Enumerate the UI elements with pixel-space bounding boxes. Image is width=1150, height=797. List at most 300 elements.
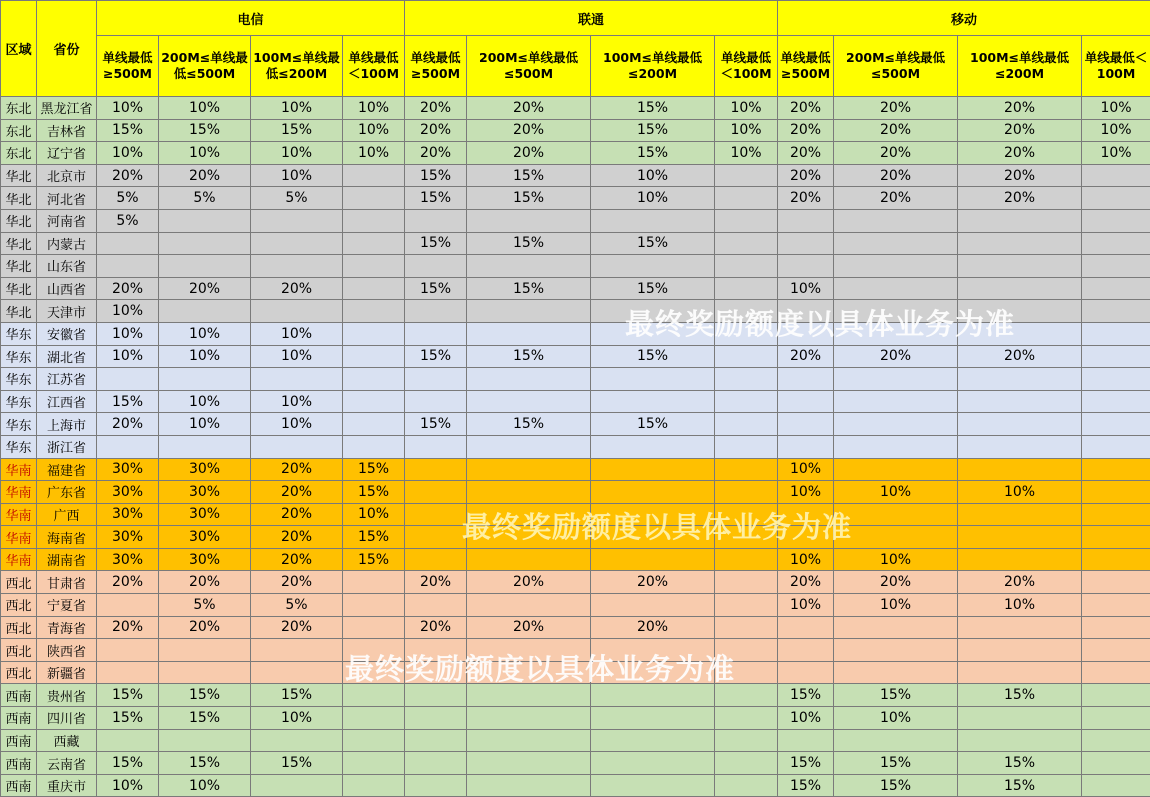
cell-province: 北京市 <box>37 164 97 187</box>
cell-rate: 10% <box>778 277 834 300</box>
cell-rate: 10% <box>251 390 343 413</box>
cell-rate <box>159 232 251 255</box>
cell-region: 华北 <box>1 232 37 255</box>
cell-rate <box>467 209 591 232</box>
cell-rate: 10% <box>159 97 251 120</box>
table-row <box>1 481 1150 504</box>
cell-rate <box>591 481 715 504</box>
cell-region: 华北 <box>1 255 37 278</box>
cell-rate: 10% <box>97 345 159 368</box>
cell-rate <box>467 322 591 345</box>
cell-region: 西南 <box>1 729 37 752</box>
cell-rate: 10% <box>97 322 159 345</box>
header-carrier-mobile: 移动 <box>778 1 1150 36</box>
cell-rate: 20% <box>467 119 591 142</box>
cell-region: 西南 <box>1 752 37 775</box>
cell-rate <box>251 209 343 232</box>
cell-rate: 30% <box>159 458 251 481</box>
cell-rate <box>715 503 778 526</box>
header-tier: 单线最低＜100M <box>715 36 778 97</box>
cell-rate <box>715 345 778 368</box>
cell-rate: 20% <box>778 187 834 210</box>
cell-rate <box>958 277 1082 300</box>
cell-rate <box>958 300 1082 323</box>
cell-rate <box>958 616 1082 639</box>
cell-rate <box>834 639 958 662</box>
cell-rate <box>591 526 715 549</box>
cell-rate: 20% <box>97 571 159 594</box>
header-tier: 200M≤单线最低≤500M <box>834 36 958 97</box>
table-row <box>1 390 1150 413</box>
cell-rate <box>834 232 958 255</box>
cell-rate: 15% <box>591 142 715 165</box>
cell-province: 福建省 <box>37 458 97 481</box>
header-row-carriers <box>1 1 1150 36</box>
cell-rate <box>834 435 958 458</box>
cell-rate <box>591 368 715 391</box>
cell-rate <box>715 368 778 391</box>
cell-rate <box>97 255 159 278</box>
cell-rate <box>591 707 715 730</box>
cell-rate <box>251 368 343 391</box>
cell-rate: 15% <box>97 707 159 730</box>
table-row <box>1 752 1150 775</box>
cell-rate <box>467 503 591 526</box>
cell-rate: 20% <box>467 142 591 165</box>
cell-rate: 20% <box>958 571 1082 594</box>
cell-rate <box>715 752 778 775</box>
cell-rate <box>159 300 251 323</box>
cell-rate: 15% <box>467 413 591 436</box>
table-row <box>1 435 1150 458</box>
cell-rate <box>715 300 778 323</box>
cell-rate <box>467 548 591 571</box>
cell-rate: 20% <box>778 571 834 594</box>
cell-rate <box>958 458 1082 481</box>
cell-rate <box>778 255 834 278</box>
cell-rate <box>97 594 159 617</box>
cell-rate <box>343 322 405 345</box>
cell-rate <box>343 729 405 752</box>
cell-rate <box>251 232 343 255</box>
cell-rate <box>251 300 343 323</box>
table-row <box>1 594 1150 617</box>
header-carrier-unicom: 联通 <box>405 1 778 36</box>
cell-rate: 15% <box>834 684 958 707</box>
cell-rate: 20% <box>97 413 159 436</box>
cell-rate <box>958 255 1082 278</box>
cell-rate <box>834 368 958 391</box>
cell-rate <box>958 413 1082 436</box>
cell-rate: 10% <box>778 707 834 730</box>
cell-rate: 5% <box>97 209 159 232</box>
cell-rate <box>778 300 834 323</box>
cell-region: 华东 <box>1 368 37 391</box>
cell-rate: 20% <box>834 187 958 210</box>
cell-rate: 20% <box>159 616 251 639</box>
cell-rate <box>958 368 1082 391</box>
cell-rate: 15% <box>159 752 251 775</box>
cell-rate <box>1082 684 1150 707</box>
cell-rate: 20% <box>251 548 343 571</box>
cell-rate: 10% <box>715 119 778 142</box>
table-body <box>1 97 1150 797</box>
cell-rate: 20% <box>591 571 715 594</box>
cell-rate <box>405 729 467 752</box>
cell-rate: 15% <box>591 232 715 255</box>
cell-region: 华东 <box>1 435 37 458</box>
cell-rate <box>343 164 405 187</box>
cell-rate <box>251 255 343 278</box>
cell-rate <box>834 209 958 232</box>
cell-rate: 15% <box>591 413 715 436</box>
cell-rate <box>591 435 715 458</box>
cell-rate <box>1082 277 1150 300</box>
cell-rate: 15% <box>343 458 405 481</box>
cell-rate <box>405 458 467 481</box>
cell-rate: 10% <box>343 503 405 526</box>
cell-rate <box>467 594 591 617</box>
cell-rate <box>97 232 159 255</box>
cell-rate <box>405 752 467 775</box>
cell-rate: 15% <box>591 97 715 120</box>
cell-rate <box>405 255 467 278</box>
cell-rate <box>715 661 778 684</box>
cell-rate: 20% <box>405 119 467 142</box>
cell-rate: 15% <box>467 164 591 187</box>
cell-rate: 30% <box>159 481 251 504</box>
cell-rate <box>1082 368 1150 391</box>
cell-rate <box>1082 548 1150 571</box>
cell-rate: 15% <box>467 232 591 255</box>
table-row <box>1 774 1150 797</box>
cell-region: 东北 <box>1 142 37 165</box>
cell-rate: 15% <box>343 481 405 504</box>
cell-rate <box>159 435 251 458</box>
cell-region: 华北 <box>1 277 37 300</box>
table-row <box>1 729 1150 752</box>
cell-rate: 10% <box>715 142 778 165</box>
cell-rate <box>343 616 405 639</box>
cell-rate <box>1082 390 1150 413</box>
cell-rate <box>958 707 1082 730</box>
cell-rate: 20% <box>251 503 343 526</box>
cell-rate: 15% <box>778 752 834 775</box>
cell-rate: 20% <box>159 277 251 300</box>
cell-province: 辽宁省 <box>37 142 97 165</box>
cell-rate: 15% <box>159 684 251 707</box>
cell-rate: 10% <box>159 774 251 797</box>
table-row <box>1 503 1150 526</box>
cell-rate: 15% <box>834 752 958 775</box>
cell-rate: 10% <box>958 481 1082 504</box>
cell-rate: 10% <box>834 481 958 504</box>
cell-rate <box>715 571 778 594</box>
cell-rate: 30% <box>97 503 159 526</box>
cell-rate: 20% <box>778 345 834 368</box>
cell-rate <box>715 277 778 300</box>
cell-rate <box>715 390 778 413</box>
cell-rate <box>467 435 591 458</box>
cell-rate <box>1082 232 1150 255</box>
cell-rate <box>343 774 405 797</box>
cell-region: 华北 <box>1 164 37 187</box>
cell-province: 湖南省 <box>37 548 97 571</box>
cell-rate: 15% <box>251 684 343 707</box>
table-row <box>1 209 1150 232</box>
cell-rate <box>591 390 715 413</box>
cell-rate: 10% <box>97 142 159 165</box>
cell-rate: 15% <box>958 774 1082 797</box>
cell-rate: 10% <box>251 164 343 187</box>
cell-rate <box>778 503 834 526</box>
cell-rate <box>343 232 405 255</box>
cell-rate: 20% <box>467 616 591 639</box>
cell-rate: 15% <box>97 390 159 413</box>
cell-rate <box>251 661 343 684</box>
cell-rate <box>405 209 467 232</box>
cell-region: 华南 <box>1 526 37 549</box>
cell-rate <box>405 639 467 662</box>
cell-region: 华南 <box>1 503 37 526</box>
cell-rate <box>343 368 405 391</box>
cell-rate: 15% <box>778 684 834 707</box>
cell-rate: 15% <box>251 752 343 775</box>
cell-province: 西藏 <box>37 729 97 752</box>
cell-rate: 10% <box>251 142 343 165</box>
cell-rate: 20% <box>778 142 834 165</box>
cell-province: 天津市 <box>37 300 97 323</box>
cell-rate: 10% <box>834 707 958 730</box>
cell-rate <box>1082 661 1150 684</box>
cell-rate <box>467 752 591 775</box>
cell-rate <box>251 729 343 752</box>
table-row <box>1 526 1150 549</box>
cell-province: 浙江省 <box>37 435 97 458</box>
cell-province: 湖北省 <box>37 345 97 368</box>
header-tier: 100M≤单线最低≤200M <box>591 36 715 97</box>
cell-rate: 10% <box>97 774 159 797</box>
cell-rate: 20% <box>958 164 1082 187</box>
cell-rate <box>715 548 778 571</box>
cell-rate: 15% <box>958 752 1082 775</box>
cell-rate <box>1082 209 1150 232</box>
cell-rate <box>715 413 778 436</box>
cell-rate <box>778 390 834 413</box>
cell-rate <box>343 345 405 368</box>
cell-rate: 20% <box>834 119 958 142</box>
cell-rate: 20% <box>834 97 958 120</box>
cell-rate: 5% <box>97 187 159 210</box>
cell-rate: 10% <box>591 187 715 210</box>
cell-rate <box>958 729 1082 752</box>
cell-rate <box>591 300 715 323</box>
cell-rate: 10% <box>159 142 251 165</box>
cell-rate: 5% <box>159 187 251 210</box>
cell-rate: 15% <box>405 164 467 187</box>
cell-rate <box>343 684 405 707</box>
cell-rate <box>715 729 778 752</box>
cell-rate <box>958 209 1082 232</box>
cell-rate <box>591 729 715 752</box>
cell-rate <box>467 774 591 797</box>
cell-rate <box>405 526 467 549</box>
cell-rate: 15% <box>591 345 715 368</box>
cell-province: 山东省 <box>37 255 97 278</box>
cell-rate <box>958 503 1082 526</box>
cell-rate <box>343 594 405 617</box>
table-row <box>1 571 1150 594</box>
cell-province: 贵州省 <box>37 684 97 707</box>
cell-rate: 20% <box>97 277 159 300</box>
cell-province: 四川省 <box>37 707 97 730</box>
cell-rate: 10% <box>778 548 834 571</box>
header-tier: 200M≤单线最低≤500M <box>467 36 591 97</box>
cell-rate <box>405 435 467 458</box>
cell-region: 西北 <box>1 661 37 684</box>
cell-region: 华南 <box>1 548 37 571</box>
cell-rate <box>467 481 591 504</box>
cell-rate <box>715 435 778 458</box>
cell-rate <box>715 639 778 662</box>
cell-rate <box>97 368 159 391</box>
cell-region: 东北 <box>1 119 37 142</box>
cell-rate: 15% <box>591 119 715 142</box>
cell-rate <box>467 639 591 662</box>
cell-rate: 20% <box>251 458 343 481</box>
cell-rate: 20% <box>97 616 159 639</box>
cell-province: 江西省 <box>37 390 97 413</box>
cell-rate: 10% <box>159 345 251 368</box>
cell-rate: 10% <box>251 413 343 436</box>
cell-rate <box>97 661 159 684</box>
cell-rate <box>591 209 715 232</box>
cell-rate <box>958 232 1082 255</box>
cell-region: 西南 <box>1 774 37 797</box>
cell-rate <box>958 390 1082 413</box>
cell-rate <box>958 548 1082 571</box>
cell-rate: 20% <box>591 616 715 639</box>
cell-rate <box>715 458 778 481</box>
cell-region: 华北 <box>1 300 37 323</box>
cell-rate <box>778 209 834 232</box>
cell-rate <box>343 661 405 684</box>
cell-rate: 20% <box>958 187 1082 210</box>
header-tier: 100M≤单线最低≤200M <box>251 36 343 97</box>
table-row <box>1 548 1150 571</box>
cell-province: 河北省 <box>37 187 97 210</box>
cell-rate <box>343 277 405 300</box>
cell-rate <box>343 300 405 323</box>
cell-rate <box>715 594 778 617</box>
cell-rate: 30% <box>97 526 159 549</box>
cell-rate <box>405 503 467 526</box>
cell-rate: 20% <box>405 142 467 165</box>
cell-rate <box>405 707 467 730</box>
cell-rate <box>159 209 251 232</box>
cell-rate <box>405 322 467 345</box>
header-region: 区域 <box>1 1 37 97</box>
cell-region: 华东 <box>1 322 37 345</box>
cell-rate: 10% <box>1082 97 1150 120</box>
cell-rate <box>405 594 467 617</box>
header-province: 省份 <box>37 1 97 97</box>
cell-rate: 15% <box>251 119 343 142</box>
cell-rate: 20% <box>958 97 1082 120</box>
cell-rate: 30% <box>97 481 159 504</box>
cell-rate <box>159 729 251 752</box>
cell-rate <box>405 481 467 504</box>
cell-rate <box>159 661 251 684</box>
cell-rate: 15% <box>405 277 467 300</box>
table-row <box>1 684 1150 707</box>
cell-rate <box>343 413 405 436</box>
table-row <box>1 164 1150 187</box>
cell-rate <box>834 322 958 345</box>
cell-province: 广西 <box>37 503 97 526</box>
cell-rate <box>467 458 591 481</box>
cell-province: 青海省 <box>37 616 97 639</box>
cell-rate <box>958 661 1082 684</box>
cell-rate: 20% <box>834 571 958 594</box>
cell-rate <box>834 616 958 639</box>
cell-rate <box>251 639 343 662</box>
cell-rate: 15% <box>405 232 467 255</box>
cell-rate <box>834 390 958 413</box>
cell-rate: 5% <box>159 594 251 617</box>
cell-rate <box>591 322 715 345</box>
table-row <box>1 142 1150 165</box>
cell-rate <box>1082 571 1150 594</box>
cell-rate <box>591 752 715 775</box>
cell-rate: 30% <box>97 458 159 481</box>
cell-rate <box>343 571 405 594</box>
cell-rate <box>834 300 958 323</box>
cell-rate <box>159 639 251 662</box>
cell-rate <box>1082 526 1150 549</box>
cell-rate: 10% <box>159 390 251 413</box>
cell-rate <box>405 548 467 571</box>
cell-rate <box>405 390 467 413</box>
cell-rate: 15% <box>159 707 251 730</box>
cell-rate <box>834 277 958 300</box>
cell-rate <box>1082 616 1150 639</box>
cell-province: 江苏省 <box>37 368 97 391</box>
cell-rate <box>715 322 778 345</box>
cell-rate: 15% <box>405 413 467 436</box>
cell-rate <box>1082 481 1150 504</box>
cell-rate <box>467 368 591 391</box>
cell-rate: 20% <box>834 142 958 165</box>
cell-rate <box>591 661 715 684</box>
cell-region: 西北 <box>1 571 37 594</box>
cell-province: 黑龙江省 <box>37 97 97 120</box>
cell-rate: 10% <box>778 481 834 504</box>
cell-rate <box>778 435 834 458</box>
cell-rate: 10% <box>343 142 405 165</box>
cell-rate <box>834 503 958 526</box>
cell-rate <box>1082 322 1150 345</box>
cell-rate <box>405 300 467 323</box>
cell-region: 西北 <box>1 594 37 617</box>
cell-rate: 5% <box>251 594 343 617</box>
cell-rate <box>1082 594 1150 617</box>
cell-rate <box>778 616 834 639</box>
cell-rate: 10% <box>591 164 715 187</box>
cell-rate: 15% <box>405 345 467 368</box>
cell-rate: 15% <box>467 187 591 210</box>
table-row <box>1 97 1150 120</box>
